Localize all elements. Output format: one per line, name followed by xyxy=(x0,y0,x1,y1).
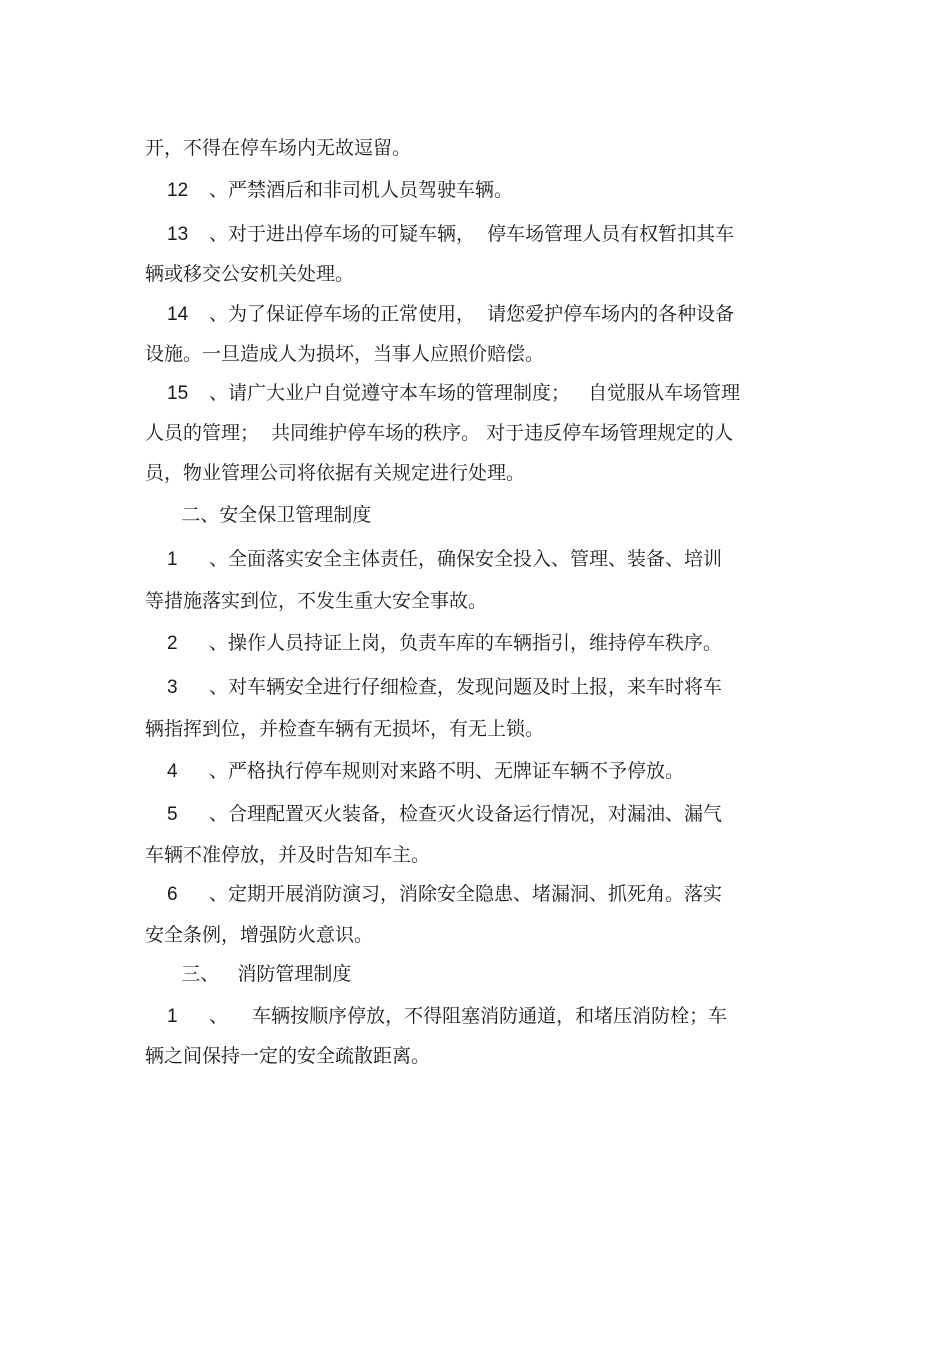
list-item-12: 12 、严禁酒后和非司机人员驾驶车辆。 xyxy=(167,179,514,201)
text-line: 辆或移交公安机关处理。 xyxy=(145,263,355,285)
text-line: 员，物业管理公司将依据有关规定进行处理。 xyxy=(145,462,526,484)
text-line: 辆指挥到位，并检查车辆有无损坏，有无上锁。 xyxy=(145,718,545,740)
list-item-3: 3 、对车辆安全进行仔细检查，发现问题及时上报，来车时将车 xyxy=(167,676,723,698)
section-heading: 二、安全保卫管理制度 xyxy=(145,504,372,526)
list-item-2: 2 、操作人员持证上岗，负责车库的车辆指引，维持停车秩序。 xyxy=(167,632,723,654)
text-line: 人员的管理； 共同维护停车场的秩序。 对于违反停车场管理规定的人 xyxy=(145,422,734,444)
list-item-1: 1 、 车辆按顺序停放，不得阻塞消防通道，和堵压消防栓；车 xyxy=(167,1005,728,1027)
list-item-13: 13 、对于进出停车场的可疑车辆， 停车场管理人员有权暂扣其车 xyxy=(167,223,735,245)
list-item-6: 6 、定期开展消防演习，消除安全隐患、堵漏洞、抓死角。落实 xyxy=(167,883,723,905)
text-line: 等措施落实到位，不发生重大安全事故。 xyxy=(145,590,488,612)
list-item-14: 14 、为了保证停车场的正常使用， 请您爱护停车场内的各种设备 xyxy=(167,303,735,325)
list-item-4: 4 、严格执行停车规则对来路不明、无牌证车辆不予停放。 xyxy=(167,760,685,782)
text-line: 开，不得在停车场内无故逗留。 xyxy=(145,137,412,159)
text-line: 设施。一旦造成人为损坏，当事人应照价赔偿。 xyxy=(145,343,545,365)
text-line: 辆之间保持一定的安全疏散距离。 xyxy=(145,1045,431,1067)
text-line: 安全条例，增强防火意识。 xyxy=(145,924,374,946)
list-item-1: 1 、全面落实安全主体责任，确保安全投入、管理、装备、培训 xyxy=(167,548,723,570)
text-line: 车辆不准停放，并及时告知车主。 xyxy=(145,844,431,866)
list-item-5: 5 、合理配置灭火装备，检查灭火设备运行情况，对漏油、漏气 xyxy=(167,803,723,825)
list-item-15: 15 、请广大业户自觉遵守本车场的管理制度； 自觉服从车场管理 xyxy=(167,382,741,404)
section-heading: 三、 消防管理制度 xyxy=(145,963,352,985)
